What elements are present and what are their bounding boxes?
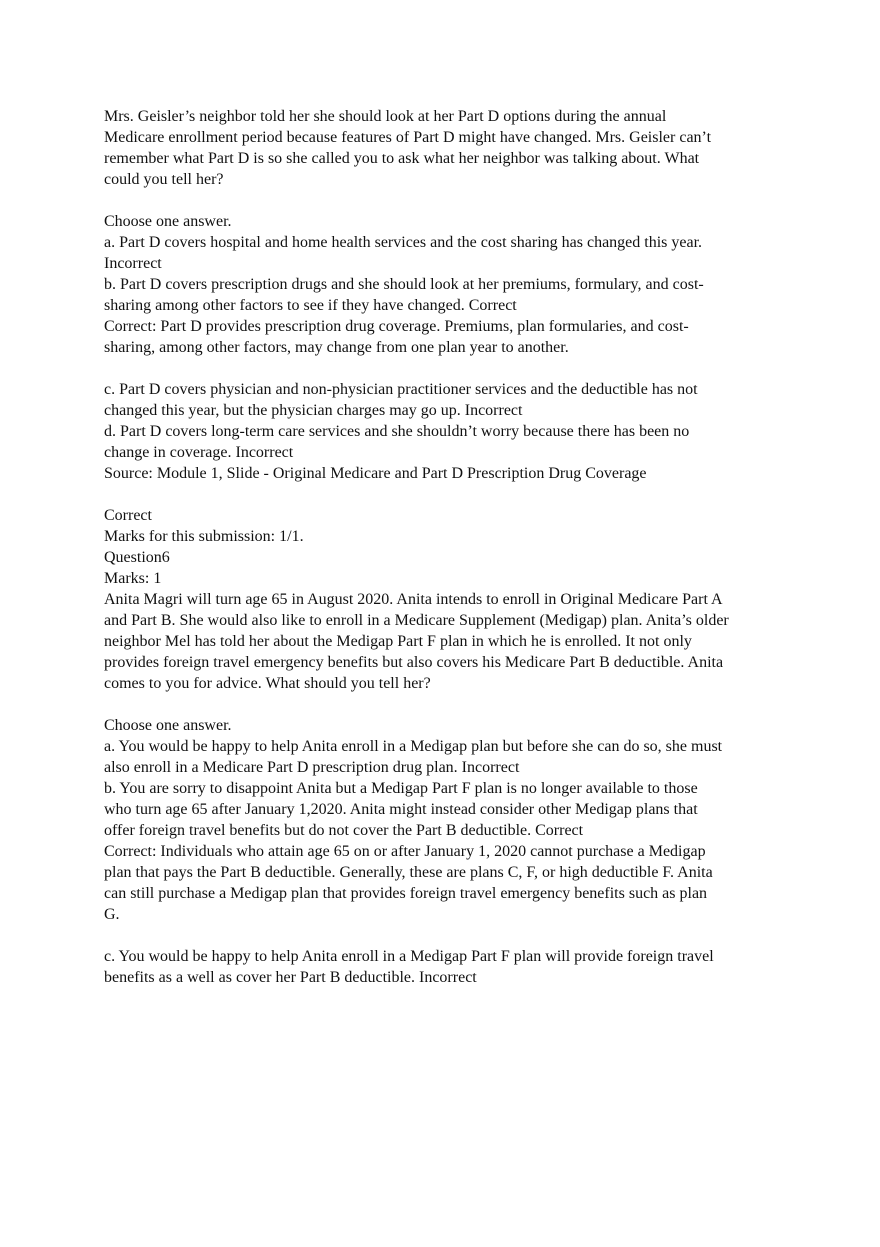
source-reference: Source: Module 1, Slide - Original Medicare and Part D Prescription Drug Coverage <box>104 465 647 482</box>
option-line: c. Part D covers physician and non-physician practitioner services and the deductible has not <box>104 381 698 398</box>
choose-one-label: Choose one answer. <box>104 213 232 230</box>
answer-option-c <box>104 379 794 421</box>
stem-line: provides foreign travel emergency benefits but also covers his Medicare Part B deductible. Anita <box>104 654 724 671</box>
answer-option-c <box>104 946 794 988</box>
answer-option-a <box>104 232 794 274</box>
document-page <box>104 106 794 988</box>
question-6 <box>104 547 794 988</box>
answer-option-a <box>104 736 794 778</box>
question-stem <box>104 589 794 694</box>
stem-line: could you tell her? <box>104 171 224 188</box>
spacer <box>104 190 794 211</box>
option-line: who turn age 65 after January 1,2020. Anita might instead consider other Medigap plans that <box>104 801 698 818</box>
option-line: d. Part D covers long-term care services and she shouldn’t worry because there has been no <box>104 423 690 440</box>
stem-line: Mrs. Geisler’s neighbor told her she should look at her Part D options during the annual <box>104 108 667 125</box>
spacer <box>104 484 794 505</box>
option-line: a. Part D covers hospital and home health services and the cost sharing has changed this year. <box>104 234 703 251</box>
question-stem <box>104 106 794 190</box>
option-line: change in coverage. Incorrect <box>104 444 294 461</box>
stem-line: Medicare enrollment period because features of Part D might have changed. Mrs. Geisler can’t <box>104 129 712 146</box>
answer-feedback <box>104 316 794 358</box>
option-line: benefits as a well as cover her Part B deductible. Incorrect <box>104 969 477 986</box>
spacer <box>104 358 794 379</box>
spacer <box>104 694 794 715</box>
answer-option-d <box>104 421 794 463</box>
spacer <box>104 925 794 946</box>
stem-line: remember what Part D is so she called you to ask what her neighbor was talking about. What <box>104 150 700 167</box>
stem-line: and Part B. She would also like to enroll in a Medicare Supplement (Medigap) plan. Anita’s older <box>104 612 729 629</box>
stem-line: Anita Magri will turn age 65 in August 2020. Anita intends to enroll in Original Medicare Part A <box>104 591 723 608</box>
result-status: Correct <box>104 507 152 524</box>
option-line: offer foreign travel benefits but do not cover the Part B deductible. Correct <box>104 822 584 839</box>
question-marks: Marks: 1 <box>104 570 162 587</box>
option-line: changed this year, but the physician charges may go up. Incorrect <box>104 402 523 419</box>
choose-one-label: Choose one answer. <box>104 717 232 734</box>
option-line: also enroll in a Medicare Part D prescription drug plan. Incorrect <box>104 759 520 776</box>
stem-line: comes to you for advice. What should you tell her? <box>104 675 431 692</box>
answer-option-b <box>104 778 794 841</box>
answer-option-b <box>104 274 794 316</box>
feedback-line: Correct: Part D provides prescription drug coverage. Premiums, plan formularies, and cost- <box>104 318 689 335</box>
feedback-line: Correct: Individuals who attain age 65 on or after January 1, 2020 cannot purchase a Medigap <box>104 843 706 860</box>
option-line: a. You would be happy to help Anita enroll in a Medigap plan but before she can do so, she must <box>104 738 723 755</box>
stem-line: neighbor Mel has told her about the Medigap Part F plan in which he is enrolled. It not only <box>104 633 692 650</box>
marks-for-submission: Marks for this submission: 1/1. <box>104 528 304 545</box>
option-line: b. You are sorry to disappoint Anita but a Medigap Part F plan is no longer available to those <box>104 780 698 797</box>
feedback-line: can still purchase a Medigap plan that provides foreign travel emergency benefits such as plan <box>104 885 708 902</box>
option-line: c. You would be happy to help Anita enroll in a Medigap Part F plan will provide foreign travel <box>104 948 714 965</box>
option-line: sharing among other factors to see if they have changed. Correct <box>104 297 517 314</box>
answer-feedback <box>104 841 794 925</box>
question-5 <box>104 106 794 547</box>
option-line: Incorrect <box>104 255 162 272</box>
question-title: Question6 <box>104 549 170 566</box>
feedback-line: plan that pays the Part B deductible. Generally, these are plans C, F, or high deductible F. Anita <box>104 864 713 881</box>
feedback-line: G. <box>104 906 120 923</box>
feedback-line: sharing, among other factors, may change from one plan year to another. <box>104 339 569 356</box>
option-line: b. Part D covers prescription drugs and she should look at her premiums, formulary, and cost- <box>104 276 704 293</box>
